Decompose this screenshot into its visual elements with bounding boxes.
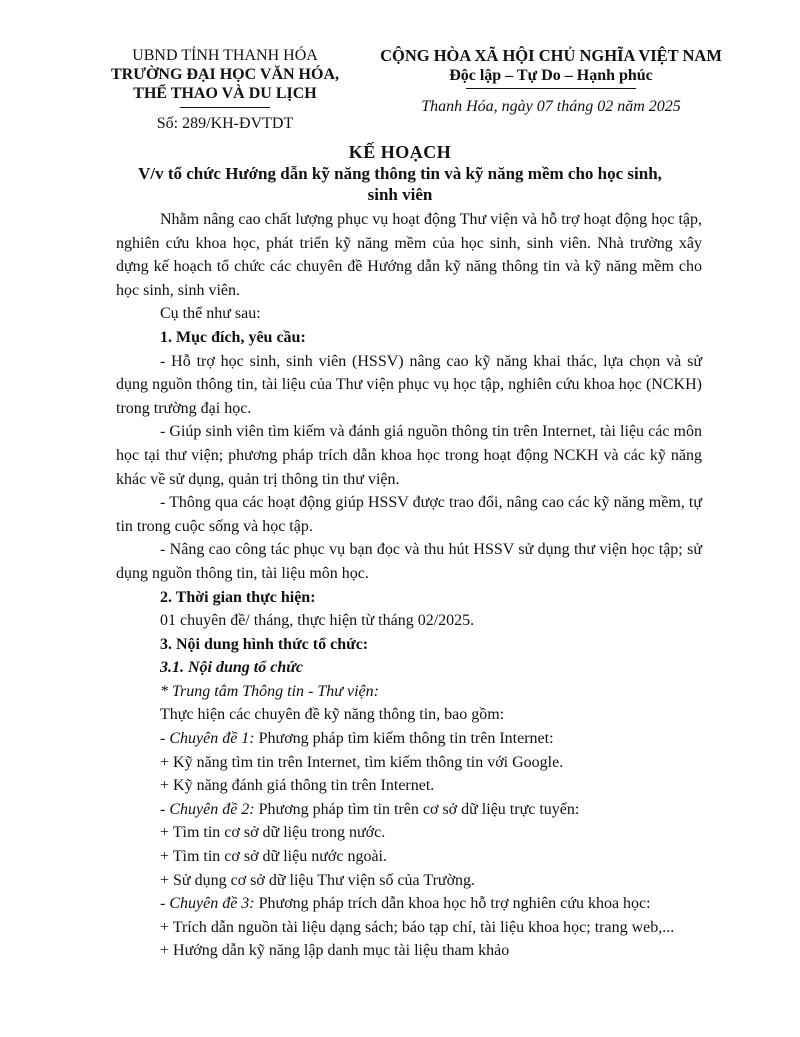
intro-paragraph: Nhằm nâng cao chất lượng phục vụ hoạt động Thư viện và hỗ trợ hoạt động học tập, nghiên cứu khoa học, phát triển kỹ năng mềm của học sinh, sinh viên. Nhà trường xây dựng kế hoạch tổ chức các chuyên đề Hướng dẫn kỹ năng thông tin và kỹ năng mềm cho học sinh, sinh viên.: [116, 211, 702, 299]
topic-1-text: Phương pháp tìm kiếm thông tin trên Internet:: [254, 730, 554, 748]
topic-3: [116, 892, 702, 916]
national-motto: Độc lập – Tự Do – Hạnh phúc: [449, 67, 653, 84]
title-main: KẾ HOẠCH: [348, 142, 452, 162]
center-label: * Trung tâm Thông tin - Thư viện:: [160, 682, 379, 700]
section-2-heading: 2. Thời gian thực hiện:: [160, 588, 316, 606]
purpose-item-1: - Hỗ trợ học sinh, sinh viên (HSSV) nâng cao kỹ năng khai thác, lựa chọn và sử dụng nguồn thông tin, tài liệu của Thư viện phục vụ học tập, nghiên cứu khoa học (NCKH) trong trường đại học.: [116, 352, 702, 417]
section-1-heading: 1. Mục đích, yêu cầu:: [160, 328, 306, 346]
section-3-1-heading: 3.1. Nội dung tổ chức: [160, 659, 303, 677]
agency-name: UBND TỈNH THANH HÓA: [132, 47, 318, 64]
topic-1-label: - Chuyên đề 1:: [160, 730, 255, 748]
schedule-text: 01 chuyên đề/ tháng, thực hiện từ tháng 02/2025.: [160, 612, 475, 630]
topic-2-item-c: + Sử dụng cơ sở dữ liệu Thư viện số của Trường.: [160, 871, 476, 889]
topic-2-item-a: + Tìm tin cơ sở dữ liệu trong nước.: [160, 824, 386, 842]
topic-1: [116, 727, 702, 751]
topic-3-label: - Chuyên đề 3:: [160, 895, 255, 913]
topic-3-item-b: + Hướng dẫn kỹ năng lập danh mục tài liệu tham khảo: [160, 942, 510, 960]
document-number: Số: 289/KH-ĐVTDT: [156, 115, 294, 132]
topic-2-label: - Chuyên đề 2:: [160, 800, 255, 818]
topic-1-item-a: + Kỹ năng tìm tin trên Internet, tìm kiếm thông tin với Google.: [160, 753, 564, 771]
topic-2-item-b: + Tìm tin cơ sở dữ liệu nước ngoài.: [160, 848, 387, 866]
document-body: [116, 208, 702, 963]
section-3-heading: 3. Nội dung hình thức tổ chức:: [160, 635, 369, 653]
issuer-block: [90, 46, 360, 133]
title-subject-line1: V/v tổ chức Hướng dẫn kỹ năng thông tin và kỹ năng mềm cho học sinh,: [138, 164, 662, 183]
specifically-line: Cụ thể như sau:: [160, 305, 261, 323]
republic-title: CỘNG HÒA XÃ HỘI CHỦ NGHĨA VIỆT NAM: [380, 46, 722, 65]
issuer-underline: [180, 107, 270, 108]
place-date: Thanh Hóa, ngày 07 tháng 02 năm 2025: [421, 98, 681, 115]
title-subject-line2: sinh viên: [367, 185, 433, 204]
topics-intro: Thực hiện các chuyên đề kỹ năng thông tin, bao gồm:: [160, 706, 505, 724]
purpose-item-2: - Giúp sinh viên tìm kiếm và đánh giá nguồn thông tin trên Internet, tài liệu các môn học tại thư viện; phương pháp trích dẫn khoa học trong hoạt động NCKH và các kỹ năng khác về sử dụng, quản trị thông tin thư viện.: [116, 423, 702, 488]
purpose-item-3: - Thông qua các hoạt động giúp HSSV được trao đổi, nâng cao các kỹ năng mềm, tự tin trong cuộc sống và học tập.: [116, 494, 702, 535]
topic-3-item-a: + Trích dẫn nguồn tài liệu dạng sách; báo tạp chí, tài liệu khoa học; trang web,...: [160, 918, 675, 936]
school-name-line1: TRƯỜNG ĐẠI HỌC VĂN HÓA,: [110, 66, 339, 83]
topic-2: [116, 798, 702, 822]
topic-2-text: Phương pháp tìm tin trên cơ sở dữ liệu trực tuyến:: [254, 800, 580, 818]
topic-3-text: Phương pháp trích dẫn khoa học hỗ trợ nghiên cứu khoa học:: [254, 895, 651, 913]
topic-1-item-b: + Kỹ năng đánh giá thông tin trên Internet.: [160, 777, 435, 795]
national-header: [366, 46, 736, 117]
motto-underline: [466, 88, 636, 89]
purpose-item-4: - Nâng cao công tác phục vụ bạn đọc và thu hút HSSV sử dụng thư viện học tập; sử dụng nguồn thông tin, tài liệu môn học.: [116, 541, 702, 582]
school-name-line2: THỂ THAO VÀ DU LỊCH: [133, 85, 317, 102]
document-title: [100, 142, 700, 205]
